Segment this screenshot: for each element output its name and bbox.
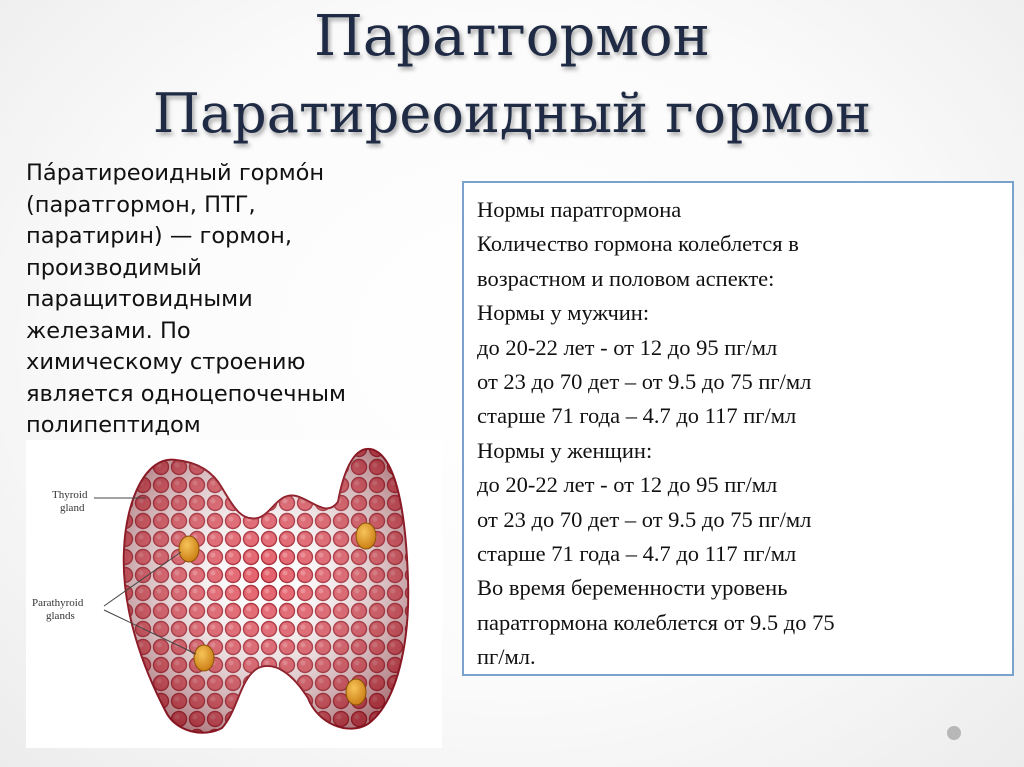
slide-subtitle: Паратиреоидный гормон [152, 82, 872, 145]
norms-line: возрастном и половом аспекте: [477, 265, 775, 291]
norms-line: старше 71 года – 4.7 до 117 пг/мл [477, 403, 797, 429]
intro-line: железами. По [26, 317, 191, 344]
norms-line: старше 71 года – 4.7 до 117 пг/мл [477, 541, 797, 567]
intro-line: полипептидом [26, 412, 201, 438]
intro-line: паратирин) — гормон, [26, 223, 292, 249]
norms-line: от 23 до 70 дет – от 9.5 до 75 пг/мл [477, 506, 812, 532]
parathyroid-label: Parathyroid [32, 597, 84, 609]
norms-line: от 23 до 70 дет – от 9.5 до 75 пг/мл [477, 369, 812, 395]
thyroid-illustration [26, 440, 442, 748]
norms-women-heading: Нормы у женщин: [477, 437, 653, 463]
intro-paragraph [26, 158, 446, 442]
intro-line: является одноцепочечным [26, 380, 347, 407]
norms-heading: Нормы паратгормона [477, 197, 682, 222]
intro-line: паращитовидными [26, 286, 253, 312]
parathyroid-gland [346, 679, 366, 705]
norms-line: Количество гормона колеблется в [477, 231, 799, 257]
norms-men-heading: Нормы у мужчин: [477, 300, 650, 326]
norms-line: до 20-22 лет - от 12 до 95 пг/мл [477, 472, 778, 498]
slide-title: Паратгормон [314, 4, 710, 69]
norms-line: до 20-22 лет - от 12 до 95 пг/мл [477, 334, 778, 360]
parathyroid-label: glands [46, 610, 75, 622]
norms-line: пг/мл. [477, 644, 536, 670]
thyroid-diagram [26, 440, 442, 748]
intro-line: Па́ратиреоидный гормо́н [26, 160, 325, 186]
parathyroid-gland [356, 523, 376, 549]
parathyroid-gland [179, 536, 199, 562]
intro-line: производимый [26, 254, 202, 281]
slide-nav-dot[interactable] [947, 726, 961, 740]
intro-line: (паратгормон, ПТГ, [26, 191, 256, 218]
norms-box [462, 181, 1014, 676]
intro-line: химическому строению [26, 349, 306, 375]
norms-line: паратгормона колеблется от 9.5 до 75 [477, 609, 835, 635]
parathyroid-gland [194, 645, 214, 671]
thyroid-label: Thyroid [52, 489, 88, 501]
norms-line: Во время беременности уровень [477, 575, 788, 601]
thyroid-label: gland [60, 502, 85, 514]
